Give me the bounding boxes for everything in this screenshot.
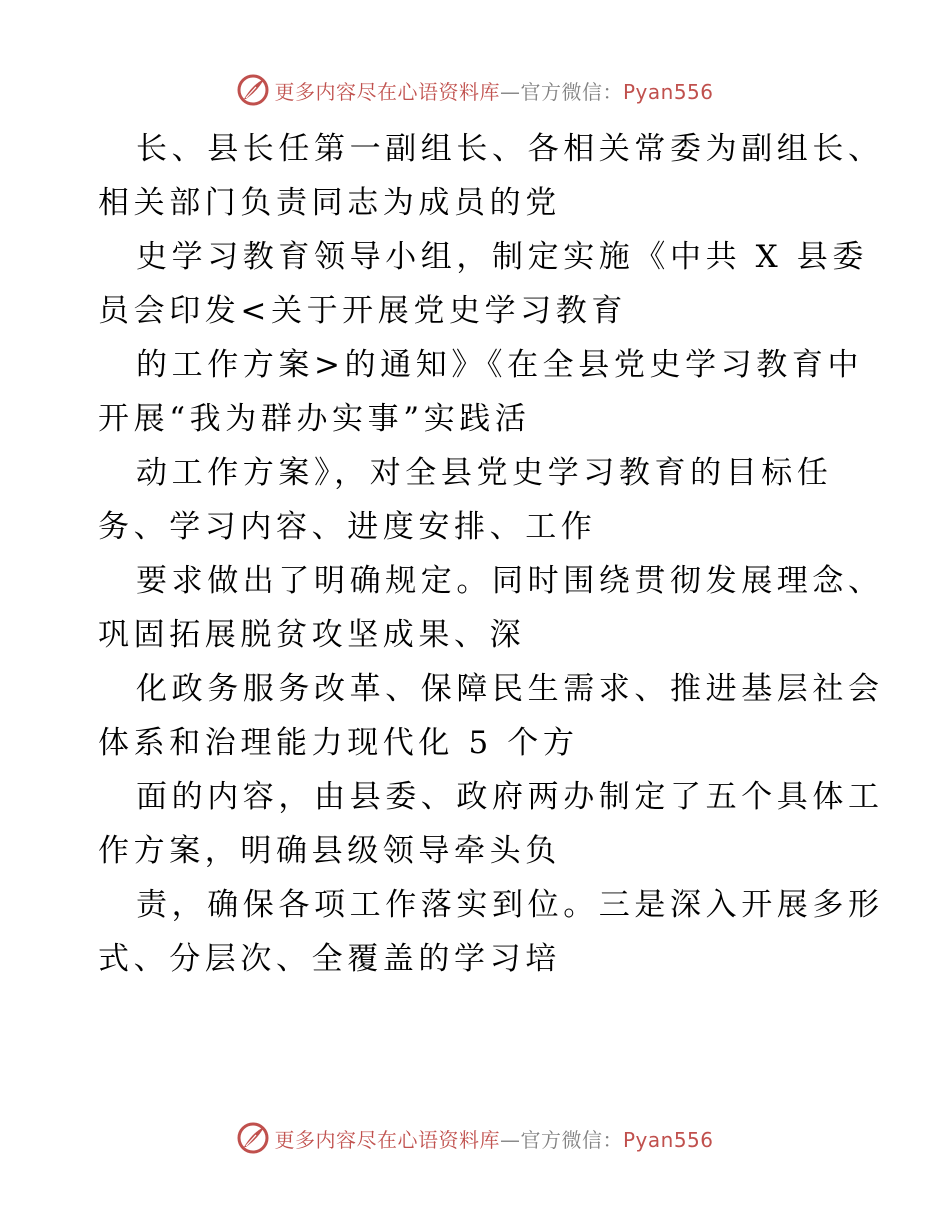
body-text-line: 务、学习内容、进度安排、工作: [98, 509, 597, 545]
body-text-line: 相关部门负责同志为成员的党: [98, 185, 561, 221]
footer-watermark: [0, 1118, 950, 1158]
watermark-brand: 更多内容尽在心语资料库: [274, 79, 500, 104]
feather-pen-logo-icon: [236, 73, 270, 107]
watermark-wechat-id: Pyan556: [622, 1127, 714, 1152]
body-text-line: 化政务服务改革、保障民生需求、推进基层社会: [136, 671, 884, 707]
body-text-line: 体系和治理能力现代化 5 个方: [98, 725, 579, 761]
body-text-line: 史学习教育领导小组，制定实施《中共 X 县委: [136, 239, 868, 275]
watermark-text: [274, 76, 713, 105]
body-text-line: 动工作方案》，对全县党史学习教育的目标任: [136, 455, 833, 491]
feather-pen-logo-icon: [236, 1121, 270, 1155]
body-text-line: 长、县长任第一副组长、各相关常委为副组长、: [136, 131, 884, 167]
body-text-line: 的工作方案>的通知》《在全县党史学习教育中: [136, 347, 864, 383]
document-body: [98, 122, 884, 986]
body-text-line: 作方案，明确县级领导牵头负: [98, 833, 561, 869]
body-text-line: 责，确保各项工作落实到位。三是深入开展多形: [136, 887, 884, 923]
watermark-text: [274, 1124, 713, 1153]
body-text-line: 式、分层次、全覆盖的学习培: [98, 941, 561, 977]
body-text-line: 开展“我为群办实事”实践活: [98, 401, 531, 437]
watermark-wechat-id: Pyan556: [622, 79, 714, 104]
watermark-label: 官方微信：: [520, 79, 623, 104]
watermark-dash: —: [499, 79, 521, 104]
body-text-line: 巩固拓展脱贫攻坚成果、深: [98, 617, 526, 653]
header-watermark: [0, 70, 950, 110]
watermark-brand: 更多内容尽在心语资料库: [274, 1127, 500, 1152]
watermark-label: 官方微信：: [520, 1127, 623, 1152]
watermark-dash: —: [499, 1127, 521, 1152]
body-text-line: 要求做出了明确规定。同时围绕贯彻发展理念、: [136, 563, 884, 599]
body-text-line: 面的内容，由县委、政府两办制定了五个具体工: [136, 779, 884, 815]
body-text-line: 员会印发<关于开展党史学习教育: [98, 293, 627, 329]
